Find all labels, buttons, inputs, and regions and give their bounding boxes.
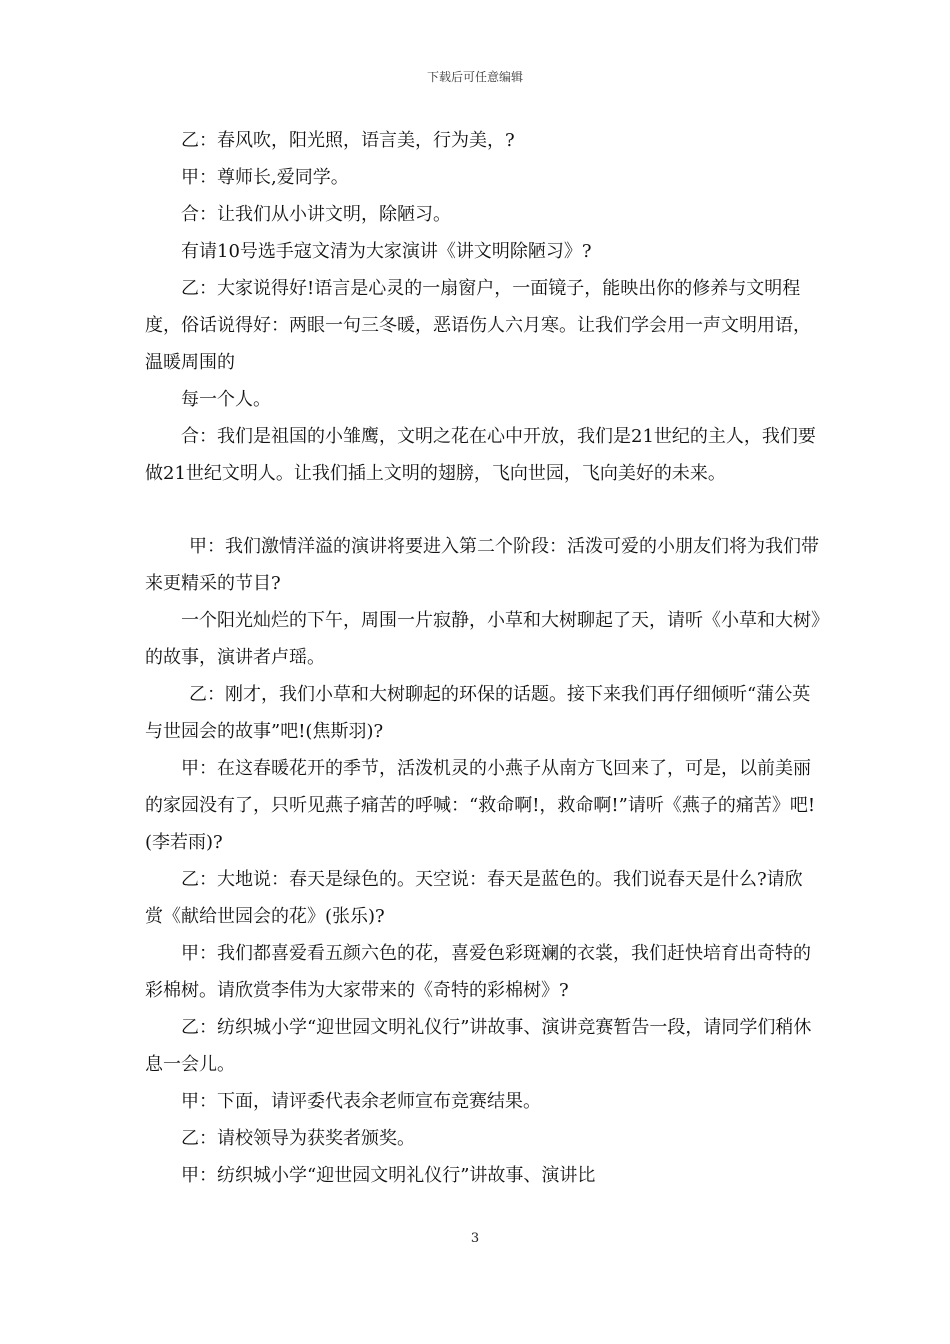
paragraph: 乙：纺织城小学“迎世园文明礼仪行”讲故事、演讲竞赛暂告一段，请同学们稍休息一会儿。 — [145, 1017, 812, 1075]
paragraph: 乙：春风吹，阳光照，语言美，行为美，? — [181, 130, 515, 151]
document-body — [145, 122, 820, 1194]
paragraph: 乙：刚才，我们小草和大树聊起的环保的话题。接下来我们再仔细倾听“蒲公英与世园会的故事”吧!(焦斯羽)? — [145, 684, 811, 742]
paragraph: 甲：纺织城小学“迎世园文明礼仪行”讲故事、演讲比 — [181, 1165, 596, 1186]
paragraph: 一个阳光灿烂的下午，周围一片寂静，小草和大树聊起了天，请听《小草和大树》的故事，演讲者卢瑶。 — [145, 610, 820, 668]
page-number: 3 — [470, 1231, 480, 1246]
paragraph: 甲：我们激情洋溢的演讲将要进入第二个阶段：活泼可爱的小朋友们将为我们带来更精采的节目? — [145, 536, 819, 594]
page-header: 下载后可任意编辑 — [426, 70, 523, 84]
paragraph-gap — [145, 492, 820, 528]
paragraph: 乙：大地说：春天是绿色的。天空说：春天是蓝色的。我们说春天是什么?请欣赏《献给世园会的花》(张乐)? — [145, 869, 803, 927]
paragraph: 乙：大家说得好!语言是心灵的一扇窗户，一面镜子，能映出你的修养与文明程度，俗话说得好：两眼一句三冬暖，恶语伤人六月寒。让我们学会用一声文明用语，温暖周围的 — [145, 278, 811, 373]
paragraph: 有请10号选手寇文清为大家演讲《讲文明除陋习》? — [181, 241, 592, 262]
paragraph: 甲：我们都喜爱看五颜六色的花，喜爱色彩斑斓的衣裳，我们赶快培育出奇特的彩棉树。请欣赏李伟为大家带来的《奇特的彩棉树》? — [145, 943, 811, 1001]
paragraph: 合：我们是祖国的小雏鹰，文明之花在心中开放，我们是21世纪的主人，我们要做21世纪文明人。让我们插上文明的翅膀，飞向世园，飞向美好的未来。 — [145, 426, 816, 484]
paragraph: 乙：请校领导为获奖者颁奖。 — [181, 1128, 415, 1149]
paragraph: 每一个人。 — [181, 389, 271, 410]
paragraph: 甲：下面，请评委代表余老师宣布竞赛结果。 — [181, 1091, 541, 1112]
paragraph: 甲：尊师长,爱同学。 — [181, 167, 349, 188]
paragraph: 合：让我们从小讲文明，除陋习。 — [181, 204, 451, 225]
paragraph: 甲：在这春暖花开的季节，活泼机灵的小燕子从南方飞回来了，可是，以前美丽的家园没有了，只听见燕子痛苦的呼喊：“救命啊!，救命啊!”请听《燕子的痛苦》吧!(李若雨)? — [145, 758, 816, 853]
